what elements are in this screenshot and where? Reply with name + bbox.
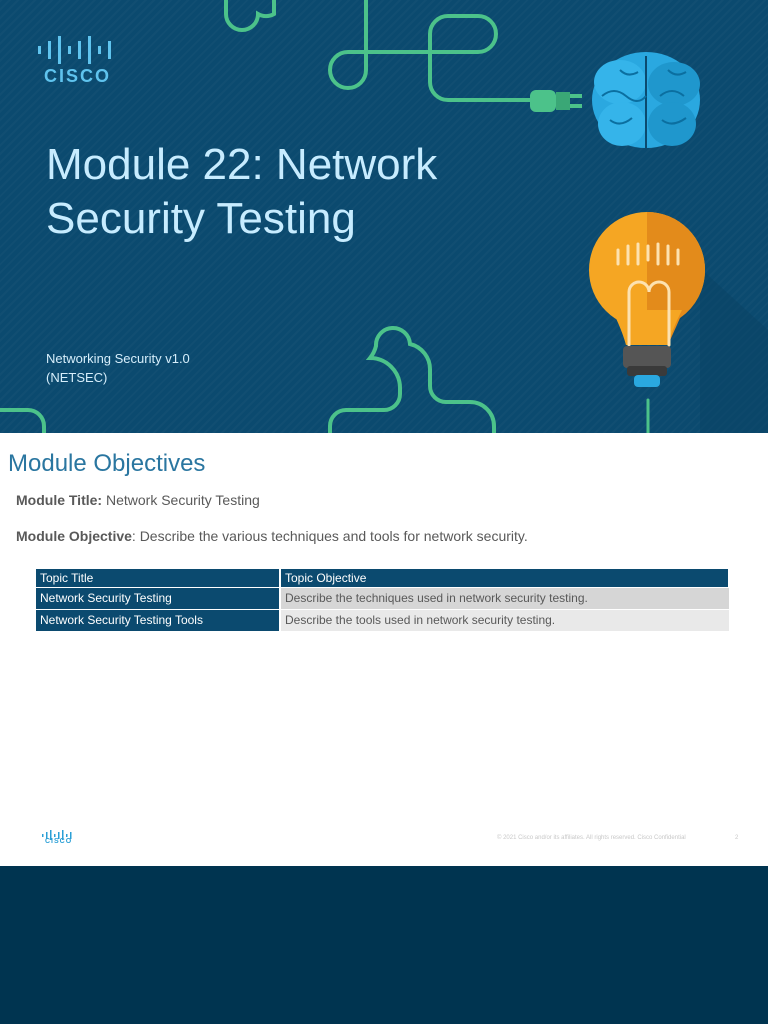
table-row: [36, 609, 729, 631]
title-slide: [0, 0, 768, 433]
module-title-value: Network Security Testing: [102, 492, 260, 508]
module-title-line-2: Security Testing: [46, 194, 356, 243]
objectives-slide: [0, 433, 768, 866]
brain-icon: [592, 52, 700, 150]
module-objective-line: [16, 528, 528, 544]
table-header-row: [36, 569, 729, 587]
course-name-line-1: Networking Security v1.0: [46, 351, 190, 366]
table-header-topic-title: Topic Title: [36, 569, 280, 587]
topic-objective-cell: Describe the tools used in network security testing.: [280, 609, 729, 631]
course-name: [46, 349, 190, 387]
table-row: [36, 587, 729, 609]
plug-icon: [530, 90, 582, 112]
lightbulb-icon: [589, 212, 768, 433]
slide-heading: Module Objectives: [8, 450, 206, 477]
footer-copyright: © 2021 Cisco and/or its affiliates. All rights reserved. Cisco Confidential: [497, 835, 686, 841]
table-header-topic-objective: Topic Objective: [280, 569, 729, 587]
page-number: 2: [735, 835, 739, 841]
module-title-label: Module Title:: [16, 492, 103, 508]
topic-title-cell: Network Security Testing: [36, 587, 280, 609]
module-title-line-1: Module 22: Network: [46, 140, 438, 189]
footer-logo-text: CISCO: [45, 838, 73, 845]
module-objective-value: : Describe the various techniques and tools for network security.: [131, 528, 528, 544]
module-objective-label: Module Objective: [16, 528, 132, 544]
course-name-line-2: (NETSEC): [46, 370, 108, 385]
module-title: [46, 138, 506, 246]
cisco-logo-text: CISCO: [44, 66, 112, 86]
topic-title-cell: Network Security Testing Tools: [36, 609, 280, 631]
topic-objective-cell: Describe the techniques used in network security testing.: [280, 587, 729, 609]
topics-table: [36, 569, 730, 631]
module-title-line: [16, 492, 260, 508]
